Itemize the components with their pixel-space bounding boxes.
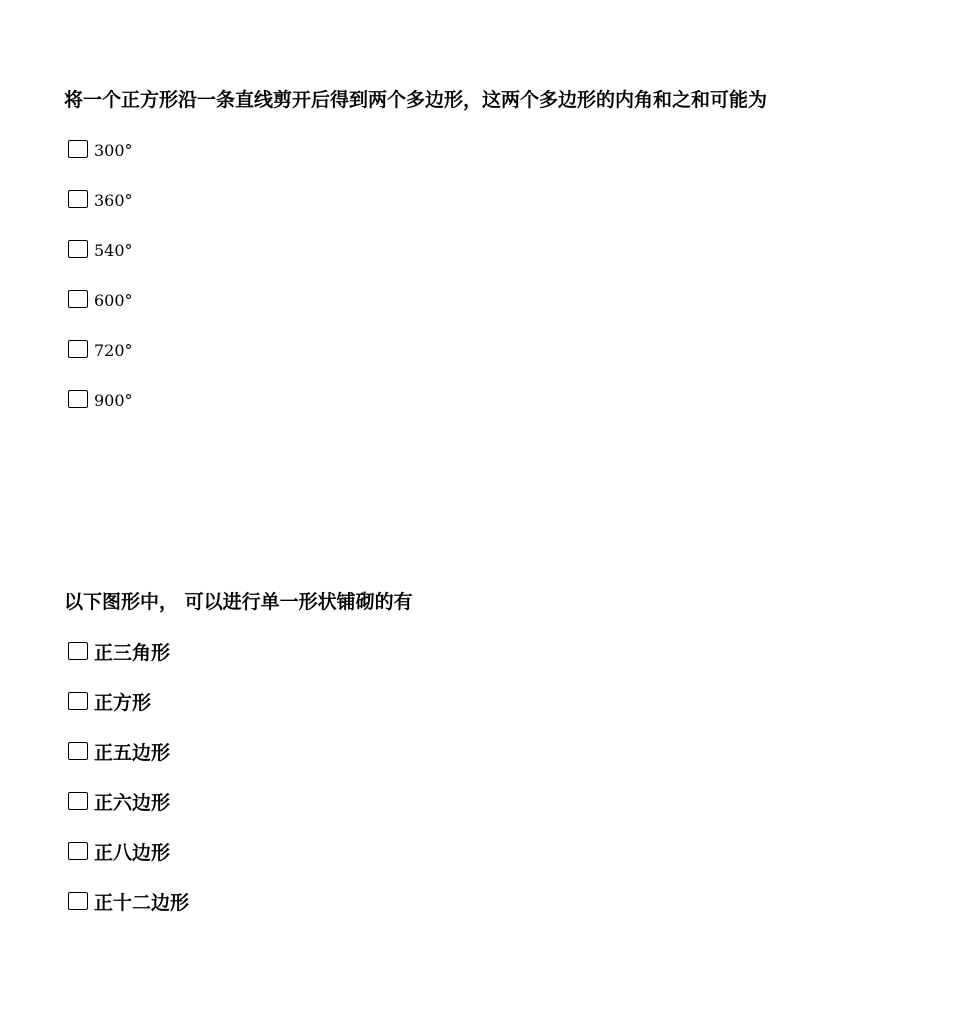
option-label: 900° (94, 391, 133, 410)
option-square[interactable] (64, 688, 413, 714)
checkbox[interactable] (68, 842, 88, 860)
question-1-prompt: 将一个正方形沿一条直线剪开后得到两个多边形，这两个多边形的内角和之和可能为 (64, 89, 768, 111)
checkbox[interactable] (68, 240, 88, 258)
option-600[interactable] (64, 286, 767, 312)
checkbox[interactable] (68, 892, 88, 910)
option-regular-hexagon[interactable] (64, 788, 413, 814)
option-label: 360° (94, 191, 133, 210)
question-2-prompt: 以下图形中， 可以进行单一形状铺砌的有 (64, 591, 413, 613)
option-label: 300° (94, 141, 133, 160)
option-720[interactable] (64, 336, 767, 362)
checkbox[interactable] (68, 792, 88, 810)
question-2 (64, 590, 413, 938)
checkbox[interactable] (68, 692, 88, 710)
option-equilateral-triangle[interactable] (64, 638, 413, 664)
option-label: 720° (94, 341, 133, 360)
option-900[interactable] (64, 386, 767, 412)
option-label: 600° (94, 291, 133, 310)
option-regular-dodecagon[interactable] (64, 888, 413, 914)
checkbox[interactable] (68, 742, 88, 760)
checkbox[interactable] (68, 140, 88, 158)
option-label: 正三角形 (94, 642, 171, 664)
checkbox[interactable] (68, 340, 88, 358)
option-label: 正六边形 (94, 792, 171, 814)
checkbox[interactable] (68, 390, 88, 408)
option-label: 正五边形 (94, 742, 171, 764)
option-360[interactable] (64, 186, 767, 212)
checkbox[interactable] (68, 190, 88, 208)
option-regular-octagon[interactable] (64, 838, 413, 864)
question-2-options (64, 638, 413, 914)
question-1 (64, 88, 767, 436)
option-540[interactable] (64, 236, 767, 262)
option-label: 540° (94, 241, 133, 260)
checkbox[interactable] (68, 642, 88, 660)
question-1-options (64, 136, 767, 412)
option-regular-pentagon[interactable] (64, 738, 413, 764)
option-label: 正十二边形 (94, 892, 190, 914)
option-300[interactable] (64, 136, 767, 162)
checkbox[interactable] (68, 290, 88, 308)
option-label: 正方形 (94, 692, 152, 714)
option-label: 正八边形 (94, 842, 171, 864)
